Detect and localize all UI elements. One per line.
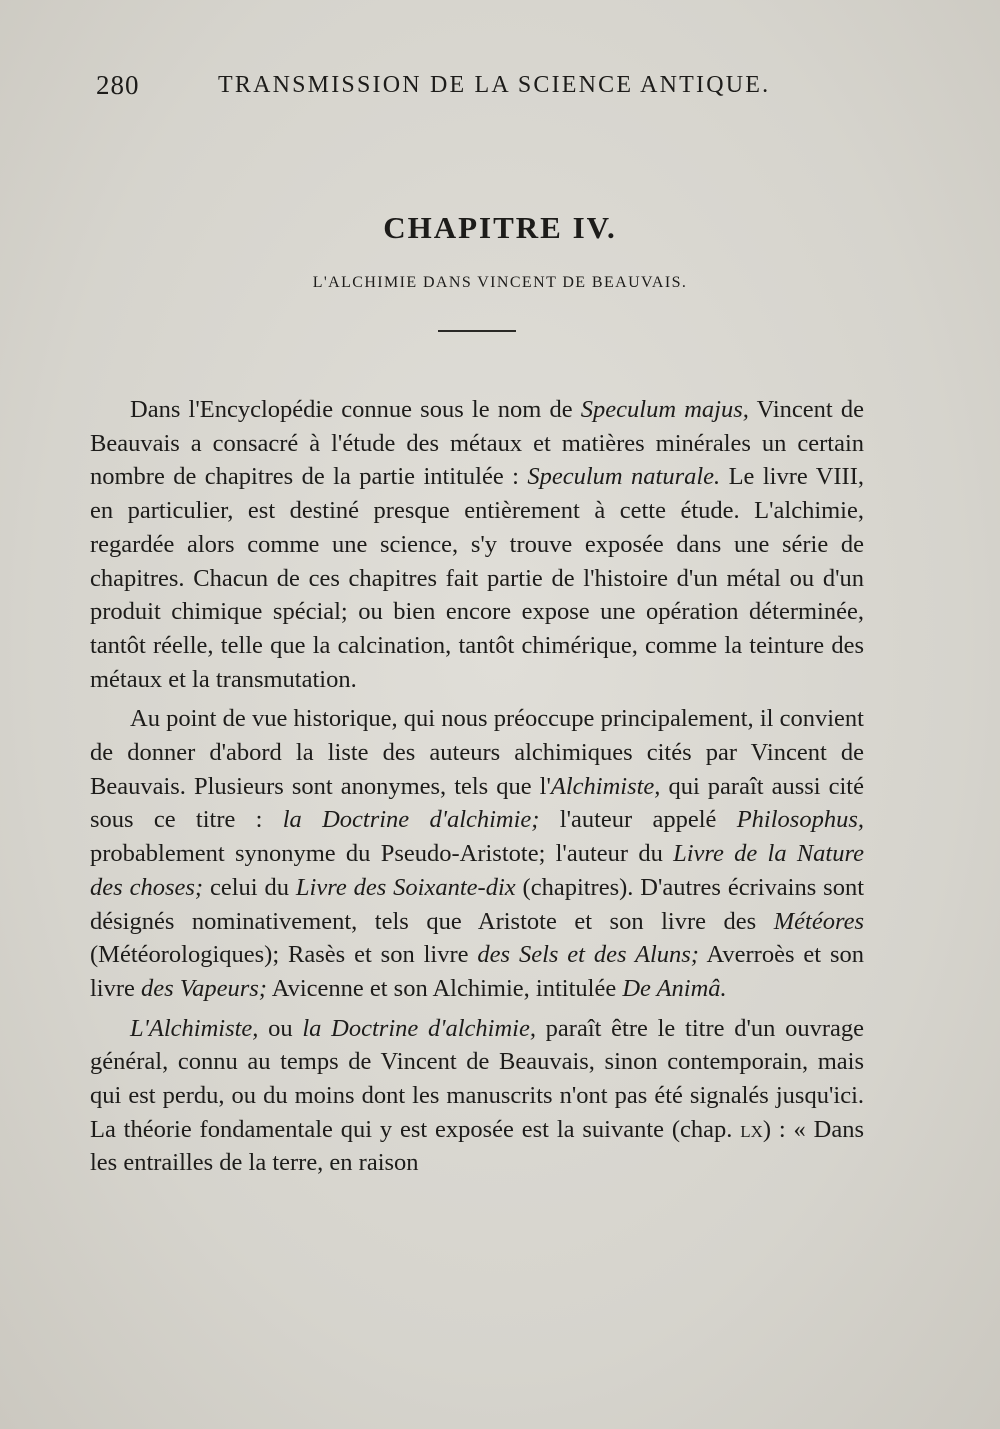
text-run: qui paraît aussi cité sous ce titre : — [90, 772, 864, 834]
italic-run: la Doctrine d'alchimie, — [302, 1014, 536, 1042]
text-run: paraît être le titre d'un ouvrage général, connu au temps de Vincent de Beauvais, sinon contemporain, mais qui est perdu, ou du moins dont les manuscrits n'ont pas été signalés jusqu'ici. La théorie fondamentale qui y est exposée est la suivante (chap. — [90, 1014, 864, 1143]
text-run: l'auteur appelé — [539, 806, 737, 834]
italic-run: des Vapeurs; — [141, 974, 267, 1002]
running-head — [96, 70, 896, 110]
paragraph-2 — [90, 702, 864, 1005]
text-run: Dans l'Encyclopédie connue sous le nom de — [130, 396, 581, 423]
italic-run: Alchimiste, — [550, 772, 661, 800]
chapter-title: CHAPITRE IV. — [383, 210, 617, 245]
italic-run: Speculum majus, — [580, 396, 749, 423]
text-run: ou — [258, 1014, 303, 1042]
chapter-subtitle: L'ALCHIMIE DANS VINCENT DE BEAUVAIS. — [312, 274, 688, 291]
italic-run: L'Alchimiste, — [130, 1014, 259, 1042]
text-run: (chapitres). D'autres écrivains sont désignés nominativement, tels que Aristote et son livre des — [90, 873, 864, 935]
running-title: TRANSMISSION DE LA SCIENCE ANTIQUE. — [218, 72, 771, 98]
italic-run: Livre des Soixante-dix — [295, 873, 516, 901]
body-text — [90, 393, 864, 1186]
text-run: celui du — [203, 873, 296, 901]
text-run: ) : « Dans les entrailles de la terre, en raison — [90, 1115, 864, 1177]
paragraph-3 — [90, 1012, 864, 1181]
paragraph-1 — [90, 393, 864, 696]
italic-run: Philosophus, — [736, 806, 864, 834]
page-number: 280 — [96, 70, 140, 100]
italic-run: la Doctrine d'alchimie; — [282, 806, 540, 834]
text-run: Le livre VIII, en particulier, est destiné presque entièrement à cette étude. L'alchimie, regardée alors comme une science, s'y trouve exposée dans une série de chapitres. Chacun de ces chapitres fait partie de l'histoire d'un métal ou d'un produit chimique spécial; ou bien encore expose une opération déterminée, tantôt réelle, telle que la calcination, tantôt chimérique, comme la teinture des métaux et la transmutation. — [90, 463, 864, 693]
text-run: Vincent de Beauvais a consacré à l'étude des métaux et matières minérales un certain nombre de chapitres de la partie intitulée : — [90, 396, 864, 491]
text-run: Avicenne et son Alchimie, intitulée — [266, 974, 623, 1002]
italic-run: De Animâ. — [622, 974, 727, 1002]
italic-run: des Sels et des Aluns; — [477, 941, 699, 969]
italic-run: Météores — [773, 907, 864, 935]
text-run: (Météorologiques); Rasès et son livre — [90, 941, 478, 969]
small-caps-run: lx — [740, 1115, 763, 1143]
text-run: probablement synonyme du Pseudo-Aristote; l'auteur du — [90, 840, 674, 868]
text-run: Au point de vue historique, qui nous préoccupe principalement, il convient de donner d'abord la liste des auteurs alchimiques cités par Vincent de Beauvais. Plusieurs sont anonymes, tels que l' — [90, 705, 864, 800]
text-run: Averroès et son livre — [90, 941, 864, 1002]
italic-run: Speculum naturale. — [527, 463, 721, 491]
section-rule — [438, 330, 516, 332]
italic-run: Livre de la Nature des choses; — [90, 840, 864, 901]
